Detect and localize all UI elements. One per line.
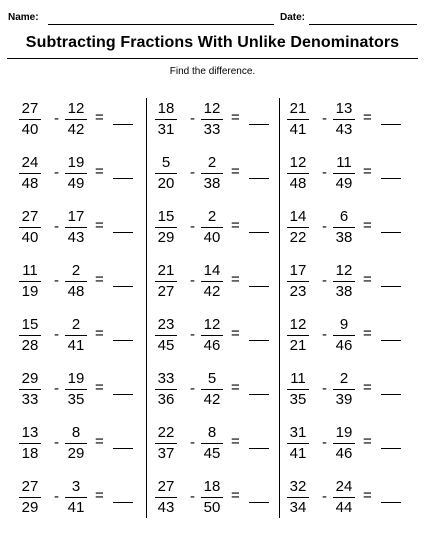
equals-sign: = xyxy=(363,487,372,504)
name-label: Name: xyxy=(8,12,39,23)
problem-row xyxy=(155,424,283,474)
fraction-subtrahend xyxy=(65,208,87,247)
denominator: 36 xyxy=(157,391,175,408)
fraction-bar xyxy=(287,119,309,120)
answer-blank[interactable] xyxy=(113,502,133,503)
equals-sign: = xyxy=(231,271,240,288)
fraction-minuend xyxy=(287,208,309,247)
fraction-bar xyxy=(155,443,177,444)
problem-row xyxy=(19,154,147,204)
numerator: 3 xyxy=(71,478,81,495)
fraction-bar xyxy=(287,335,309,336)
fraction-subtrahend xyxy=(65,100,87,139)
minus-sign: - xyxy=(190,434,195,451)
denominator: 50 xyxy=(203,499,221,516)
fraction-subtrahend xyxy=(201,262,223,301)
fraction-minuend xyxy=(155,370,177,409)
denominator: 46 xyxy=(203,337,221,354)
fraction-bar xyxy=(287,389,309,390)
fraction-bar xyxy=(333,389,355,390)
numerator: 21 xyxy=(157,262,175,279)
denominator: 41 xyxy=(289,121,307,138)
fraction-bar xyxy=(155,173,177,174)
fraction-bar xyxy=(333,443,355,444)
numerator: 27 xyxy=(21,208,39,225)
fraction-subtrahend xyxy=(201,208,223,247)
numerator: 22 xyxy=(157,424,175,441)
answer-blank[interactable] xyxy=(381,502,401,503)
denominator: 34 xyxy=(289,499,307,516)
worksheet-header xyxy=(8,12,418,26)
fraction-bar xyxy=(287,497,309,498)
fraction-minuend xyxy=(155,208,177,247)
answer-blank[interactable] xyxy=(113,178,133,179)
fraction-bar xyxy=(333,281,355,282)
fraction-bar xyxy=(333,497,355,498)
minus-sign: - xyxy=(54,164,59,181)
fraction-bar xyxy=(155,227,177,228)
fraction-minuend xyxy=(19,370,41,409)
minus-sign: - xyxy=(190,164,195,181)
answer-blank[interactable] xyxy=(381,286,401,287)
denominator: 43 xyxy=(157,499,175,516)
fraction-minuend xyxy=(287,424,309,463)
problem-row xyxy=(155,100,283,150)
fraction-minuend xyxy=(287,478,309,517)
denominator: 38 xyxy=(203,175,221,192)
denominator: 49 xyxy=(67,175,85,192)
denominator: 20 xyxy=(157,175,175,192)
denominator: 48 xyxy=(67,283,85,300)
minus-sign: - xyxy=(190,380,195,397)
numerator: 18 xyxy=(203,478,221,495)
denominator: 28 xyxy=(21,337,39,354)
minus-sign: - xyxy=(322,380,327,397)
denominator: 40 xyxy=(21,121,39,138)
numerator: 17 xyxy=(67,208,85,225)
numerator: 19 xyxy=(67,154,85,171)
denominator: 33 xyxy=(21,391,39,408)
fraction-minuend xyxy=(19,262,41,301)
fraction-bar xyxy=(201,497,223,498)
equals-sign: = xyxy=(231,487,240,504)
equals-sign: = xyxy=(95,487,104,504)
minus-sign: - xyxy=(322,218,327,235)
numerator: 14 xyxy=(289,208,307,225)
equals-sign: = xyxy=(95,163,104,180)
numerator: 11 xyxy=(336,154,352,171)
numerator: 23 xyxy=(157,316,175,333)
answer-blank[interactable] xyxy=(249,232,269,233)
fraction-bar xyxy=(65,227,87,228)
fraction-subtrahend xyxy=(201,154,223,193)
numerator: 8 xyxy=(71,424,81,441)
fraction-minuend xyxy=(155,316,177,355)
numerator: 17 xyxy=(289,262,307,279)
numerator: 11 xyxy=(22,262,38,279)
fraction-bar xyxy=(201,443,223,444)
fraction-subtrahend xyxy=(65,154,87,193)
denominator: 41 xyxy=(67,499,85,516)
answer-blank[interactable] xyxy=(113,286,133,287)
denominator: 45 xyxy=(203,445,221,462)
fraction-minuend xyxy=(155,262,177,301)
fraction-minuend xyxy=(287,154,309,193)
denominator: 46 xyxy=(335,337,353,354)
fraction-bar xyxy=(155,497,177,498)
numerator: 21 xyxy=(289,100,307,117)
minus-sign: - xyxy=(54,434,59,451)
fraction-subtrahend xyxy=(201,478,223,517)
date-field-line[interactable] xyxy=(309,24,417,25)
answer-blank[interactable] xyxy=(381,232,401,233)
numerator: 15 xyxy=(157,208,175,225)
fraction-minuend xyxy=(19,424,41,463)
problem-row xyxy=(19,100,147,150)
fraction-bar xyxy=(19,497,41,498)
problem-row xyxy=(155,316,283,366)
answer-blank[interactable] xyxy=(381,394,401,395)
answer-blank[interactable] xyxy=(381,448,401,449)
fraction-subtrahend xyxy=(201,424,223,463)
numerator: 2 xyxy=(71,262,81,279)
problem-row xyxy=(155,370,283,420)
problem-row xyxy=(19,424,147,474)
minus-sign: - xyxy=(54,326,59,343)
numerator: 12 xyxy=(335,262,353,279)
problem-row xyxy=(287,208,415,258)
fraction-minuend xyxy=(155,100,177,139)
denominator: 21 xyxy=(289,337,307,354)
fraction-subtrahend xyxy=(65,370,87,409)
date-label: Date: xyxy=(280,12,306,23)
answer-blank[interactable] xyxy=(113,340,133,341)
numerator: 18 xyxy=(157,100,175,117)
fraction-bar xyxy=(155,335,177,336)
problem-row xyxy=(155,478,283,528)
numerator: 29 xyxy=(21,370,39,387)
fraction-minuend xyxy=(19,208,41,247)
denominator: 48 xyxy=(21,175,39,192)
fraction-subtrahend xyxy=(333,370,355,409)
minus-sign: - xyxy=(190,110,195,127)
denominator: 27 xyxy=(157,283,175,300)
fraction-bar xyxy=(333,335,355,336)
numerator: 2 xyxy=(207,154,217,171)
fraction-minuend xyxy=(155,154,177,193)
problem-row xyxy=(19,262,147,312)
numerator: 12 xyxy=(203,316,221,333)
fraction-bar xyxy=(19,119,41,120)
fraction-subtrahend xyxy=(201,316,223,355)
equals-sign: = xyxy=(363,271,372,288)
fraction-minuend xyxy=(19,478,41,517)
denominator: 40 xyxy=(21,229,39,246)
equals-sign: = xyxy=(363,379,372,396)
fraction-bar xyxy=(65,389,87,390)
fraction-subtrahend xyxy=(333,424,355,463)
fraction-subtrahend xyxy=(65,316,87,355)
minus-sign: - xyxy=(322,326,327,343)
minus-sign: - xyxy=(54,272,59,289)
fraction-subtrahend xyxy=(333,208,355,247)
minus-sign: - xyxy=(190,488,195,505)
denominator: 42 xyxy=(203,283,221,300)
answer-blank[interactable] xyxy=(249,502,269,503)
fraction-minuend xyxy=(19,316,41,355)
denominator: 29 xyxy=(157,229,175,246)
fraction-bar xyxy=(19,173,41,174)
minus-sign: - xyxy=(54,380,59,397)
numerator: 27 xyxy=(21,100,39,117)
answer-blank[interactable] xyxy=(249,286,269,287)
fraction-bar xyxy=(201,119,223,120)
denominator: 42 xyxy=(67,121,85,138)
fraction-bar xyxy=(201,227,223,228)
equals-sign: = xyxy=(231,217,240,234)
fraction-bar xyxy=(155,389,177,390)
fraction-bar xyxy=(65,335,87,336)
denominator: 42 xyxy=(203,391,221,408)
denominator: 45 xyxy=(157,337,175,354)
fraction-bar xyxy=(287,227,309,228)
fraction-bar xyxy=(201,389,223,390)
numerator: 14 xyxy=(203,262,221,279)
minus-sign: - xyxy=(322,488,327,505)
minus-sign: - xyxy=(322,110,327,127)
fraction-minuend xyxy=(287,100,309,139)
denominator: 29 xyxy=(21,499,39,516)
equals-sign: = xyxy=(95,109,104,126)
denominator: 35 xyxy=(67,391,85,408)
answer-blank[interactable] xyxy=(113,448,133,449)
denominator: 37 xyxy=(157,445,175,462)
equals-sign: = xyxy=(95,433,104,450)
name-field-line[interactable] xyxy=(48,24,274,25)
fraction-subtrahend xyxy=(65,478,87,517)
denominator: 49 xyxy=(335,175,353,192)
numerator: 12 xyxy=(67,100,85,117)
numerator: 5 xyxy=(207,370,217,387)
problem-row xyxy=(19,478,147,528)
answer-blank[interactable] xyxy=(249,340,269,341)
numerator: 8 xyxy=(207,424,217,441)
numerator: 19 xyxy=(67,370,85,387)
denominator: 22 xyxy=(289,229,307,246)
denominator: 40 xyxy=(203,229,221,246)
denominator: 35 xyxy=(289,391,307,408)
denominator: 38 xyxy=(335,229,353,246)
numerator: 19 xyxy=(335,424,353,441)
problem-row xyxy=(287,316,415,366)
denominator: 23 xyxy=(289,283,307,300)
problem-row xyxy=(287,424,415,474)
numerator: 32 xyxy=(289,478,307,495)
answer-blank[interactable] xyxy=(113,232,133,233)
fraction-subtrahend xyxy=(333,478,355,517)
fraction-subtrahend xyxy=(333,154,355,193)
fraction-bar xyxy=(155,119,177,120)
fraction-bar xyxy=(19,335,41,336)
fraction-minuend xyxy=(155,424,177,463)
equals-sign: = xyxy=(363,217,372,234)
problem-row xyxy=(19,316,147,366)
fraction-bar xyxy=(333,119,355,120)
problem-row xyxy=(19,370,147,420)
fraction-subtrahend xyxy=(201,370,223,409)
equals-sign: = xyxy=(95,325,104,342)
denominator: 41 xyxy=(67,337,85,354)
numerator: 24 xyxy=(21,154,39,171)
numerator: 27 xyxy=(157,478,175,495)
answer-blank[interactable] xyxy=(113,394,133,395)
fraction-bar xyxy=(287,443,309,444)
numerator: 12 xyxy=(289,154,307,171)
minus-sign: - xyxy=(54,488,59,505)
minus-sign: - xyxy=(190,326,195,343)
minus-sign: - xyxy=(322,272,327,289)
equals-sign: = xyxy=(363,433,372,450)
equals-sign: = xyxy=(231,163,240,180)
answer-blank[interactable] xyxy=(113,124,133,125)
minus-sign: - xyxy=(322,434,327,451)
fraction-bar xyxy=(19,281,41,282)
numerator: 24 xyxy=(335,478,353,495)
numerator: 13 xyxy=(335,100,353,117)
fraction-subtrahend xyxy=(333,316,355,355)
denominator: 19 xyxy=(21,283,39,300)
denominator: 48 xyxy=(289,175,307,192)
answer-blank[interactable] xyxy=(381,340,401,341)
numerator: 12 xyxy=(289,316,307,333)
fraction-minuend xyxy=(155,478,177,517)
denominator: 38 xyxy=(335,283,353,300)
denominator: 43 xyxy=(335,121,353,138)
numerator: 33 xyxy=(157,370,175,387)
fraction-bar xyxy=(201,281,223,282)
numerator: 5 xyxy=(161,154,171,171)
title-rule xyxy=(7,58,418,59)
fraction-minuend xyxy=(19,154,41,193)
problem-row xyxy=(287,154,415,204)
fraction-minuend xyxy=(287,262,309,301)
minus-sign: - xyxy=(190,272,195,289)
denominator: 39 xyxy=(335,391,353,408)
fraction-bar xyxy=(65,443,87,444)
problem-row xyxy=(287,100,415,150)
fraction-bar xyxy=(201,173,223,174)
fraction-bar xyxy=(19,443,41,444)
equals-sign: = xyxy=(363,325,372,342)
numerator: 27 xyxy=(21,478,39,495)
numerator: 12 xyxy=(203,100,221,117)
numerator: 31 xyxy=(289,424,307,441)
problem-row xyxy=(287,262,415,312)
denominator: 33 xyxy=(203,121,221,138)
minus-sign: - xyxy=(190,218,195,235)
problem-row xyxy=(287,478,415,528)
problem-row xyxy=(155,154,283,204)
problem-row xyxy=(155,208,283,258)
equals-sign: = xyxy=(231,109,240,126)
fraction-bar xyxy=(201,335,223,336)
fraction-bar xyxy=(155,281,177,282)
numerator: 6 xyxy=(339,208,349,225)
minus-sign: - xyxy=(322,164,327,181)
answer-blank[interactable] xyxy=(249,394,269,395)
fraction-bar xyxy=(65,173,87,174)
equals-sign: = xyxy=(95,379,104,396)
fraction-bar xyxy=(65,281,87,282)
fraction-bar xyxy=(287,173,309,174)
numerator: 2 xyxy=(207,208,217,225)
answer-blank[interactable] xyxy=(249,448,269,449)
problem-row xyxy=(155,262,283,312)
fraction-minuend xyxy=(287,370,309,409)
fraction-subtrahend xyxy=(65,262,87,301)
instructions: Find the difference. xyxy=(169,66,256,77)
fraction-bar xyxy=(333,173,355,174)
numerator: 2 xyxy=(71,316,81,333)
answer-blank[interactable] xyxy=(249,178,269,179)
numerator: 15 xyxy=(21,316,39,333)
fraction-minuend xyxy=(19,100,41,139)
problem-row xyxy=(287,370,415,420)
equals-sign: = xyxy=(231,379,240,396)
equals-sign: = xyxy=(363,109,372,126)
denominator: 41 xyxy=(289,445,307,462)
fraction-bar xyxy=(65,119,87,120)
denominator: 31 xyxy=(157,121,175,138)
denominator: 29 xyxy=(67,445,85,462)
fraction-subtrahend xyxy=(201,100,223,139)
numerator: 2 xyxy=(339,370,349,387)
denominator: 46 xyxy=(335,445,353,462)
denominator: 43 xyxy=(67,229,85,246)
problem-row xyxy=(19,208,147,258)
answer-blank[interactable] xyxy=(381,124,401,125)
fraction-bar xyxy=(65,497,87,498)
fraction-subtrahend xyxy=(65,424,87,463)
equals-sign: = xyxy=(231,433,240,450)
answer-blank[interactable] xyxy=(249,124,269,125)
numerator: 9 xyxy=(339,316,349,333)
denominator: 44 xyxy=(335,499,353,516)
equals-sign: = xyxy=(95,217,104,234)
equals-sign: = xyxy=(95,271,104,288)
page-title: Subtracting Fractions With Unlike Denominators xyxy=(25,34,400,51)
fraction-subtrahend xyxy=(333,100,355,139)
fraction-bar xyxy=(287,281,309,282)
numerator: 13 xyxy=(21,424,39,441)
answer-blank[interactable] xyxy=(381,178,401,179)
equals-sign: = xyxy=(363,163,372,180)
fraction-minuend xyxy=(287,316,309,355)
fraction-bar xyxy=(333,227,355,228)
equals-sign: = xyxy=(231,325,240,342)
minus-sign: - xyxy=(54,218,59,235)
numerator: 11 xyxy=(290,370,306,387)
fraction-subtrahend xyxy=(333,262,355,301)
denominator: 18 xyxy=(21,445,39,462)
minus-sign: - xyxy=(54,110,59,127)
fraction-bar xyxy=(19,227,41,228)
fraction-bar xyxy=(19,389,41,390)
